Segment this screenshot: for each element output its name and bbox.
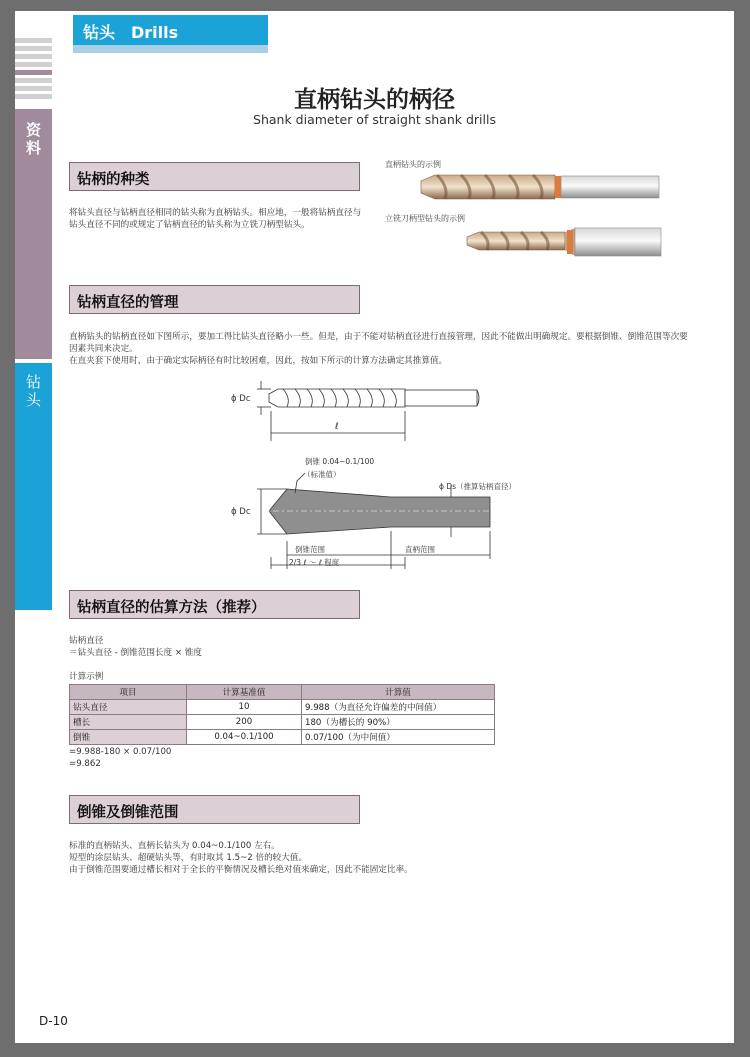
section-heading-management: 钻柄直径的管理	[69, 285, 360, 314]
table-row	[70, 715, 495, 730]
side-stripe	[15, 62, 52, 67]
side-stripe	[15, 38, 52, 43]
table-cell: 180（为槽长的 90%）	[302, 715, 495, 730]
management-body-2: 在直夹套下使用时，由于确定实际柄径有时比较困难，因此，按如下所示的计算方法确定其推算值。	[69, 356, 448, 366]
range-formula: 2/3 ℓ ～ ℓ 程度	[289, 558, 340, 567]
straight-drill-caption: 直柄钻头的示例	[385, 160, 441, 169]
taper-body-2: 短型的涂层钻头、超硬钻头等，有时取其 1.5~2 倍的较大值。	[69, 853, 308, 863]
shank-range-label: 直柄范围	[405, 545, 435, 554]
endmill-shank-drill-image	[463, 225, 665, 259]
side-stripe	[15, 46, 52, 51]
section-heading-estimation: 钻柄直径的估算方法（推荐）	[69, 590, 360, 619]
management-body-1: 直柄钻头的钻柄直径如下图所示，要加工得比钻头直径略小一些。但是，由于不能对钻柄直径进行直接管理，因此不能做出明确规定。要根据倒锥、倒锥范围等次要因素共同来决定。	[69, 332, 688, 354]
formula-line-1: 钻柄直径	[69, 636, 104, 646]
taper-label: 倒锥 0.04~0.1/100	[305, 457, 375, 466]
drill-side-view	[257, 381, 479, 441]
table-cell: 钻头直径	[70, 700, 187, 715]
page-subtitle: Shank diameter of straight shank drills	[253, 112, 496, 127]
example-label: 计算示例	[69, 672, 104, 682]
table-cell: 0.04~0.1/100	[187, 730, 302, 745]
side-tab-drill-label: 钻 头	[25, 373, 41, 409]
table-header: 项目	[70, 685, 187, 700]
dc-top-label: ϕ Dc	[231, 394, 251, 404]
taper-body-1: 标准的直柄钻头、直柄长钻头为 0.04~0.1/100 左右。	[69, 841, 280, 851]
shank-diagram	[205, 381, 545, 571]
table-cell: 9.988（为直径允许偏差的中间值）	[302, 700, 495, 715]
table-row	[70, 730, 495, 745]
table-cell: 10	[187, 700, 302, 715]
table-row	[70, 700, 495, 715]
result-line-1: =9.988-180 × 0.07/100	[69, 747, 172, 757]
side-stripe	[15, 54, 52, 59]
page	[15, 11, 734, 1043]
section-heading-taper: 倒锥及倒锥范围	[69, 795, 360, 824]
formula-line-2: ＝钻头直径 - 倒锥范围长度 × 锥度	[69, 648, 202, 658]
result-line-2: =9.862	[69, 759, 101, 769]
header-underline	[73, 45, 268, 53]
table-header: 计算基准值	[187, 685, 302, 700]
page-title: 直柄钻头的柄径	[294, 87, 455, 113]
section-heading-types: 钻柄的种类	[69, 162, 360, 191]
straight-drill-image	[415, 171, 665, 203]
taper-range-label: 倒锥范围	[295, 545, 325, 554]
table-cell: 200	[187, 715, 302, 730]
table-header: 计算值	[302, 685, 495, 700]
ds-label: ϕ Ds（推算钻柄直径）	[439, 482, 517, 491]
side-stripe	[15, 70, 52, 75]
table-header-row	[70, 685, 495, 700]
types-body: 将钻头直径与钻柄直径相同的钻头称为直柄钻头。相应地，一般将钻柄直径与钻头直径不同的或规定了钻柄直径的钻头称为立铣刀柄型钻头。	[69, 208, 362, 230]
table-cell: 槽长	[70, 715, 187, 730]
side-tab-reference-label: 资 料	[25, 121, 41, 157]
page-number: D-10	[39, 1014, 68, 1028]
dc-mid-label: ϕ Dc	[231, 507, 251, 517]
table-cell: 0.07/100（为中间值）	[302, 730, 495, 745]
standard-label: （标准值）	[303, 470, 341, 479]
endmill-shank-drill-caption: 立铣刀柄型钻头的示例	[385, 214, 465, 223]
calc-table	[69, 684, 495, 745]
taper-body-3: 由于倒锥范围要通过槽长相对于全长的平衡情况及槽长绝对值来确定，因此不能固定比率。	[69, 865, 413, 875]
table-cell: 倒锥	[70, 730, 187, 745]
header-title: 钻头 Drills	[83, 23, 179, 42]
length-label: ℓ	[335, 422, 339, 432]
